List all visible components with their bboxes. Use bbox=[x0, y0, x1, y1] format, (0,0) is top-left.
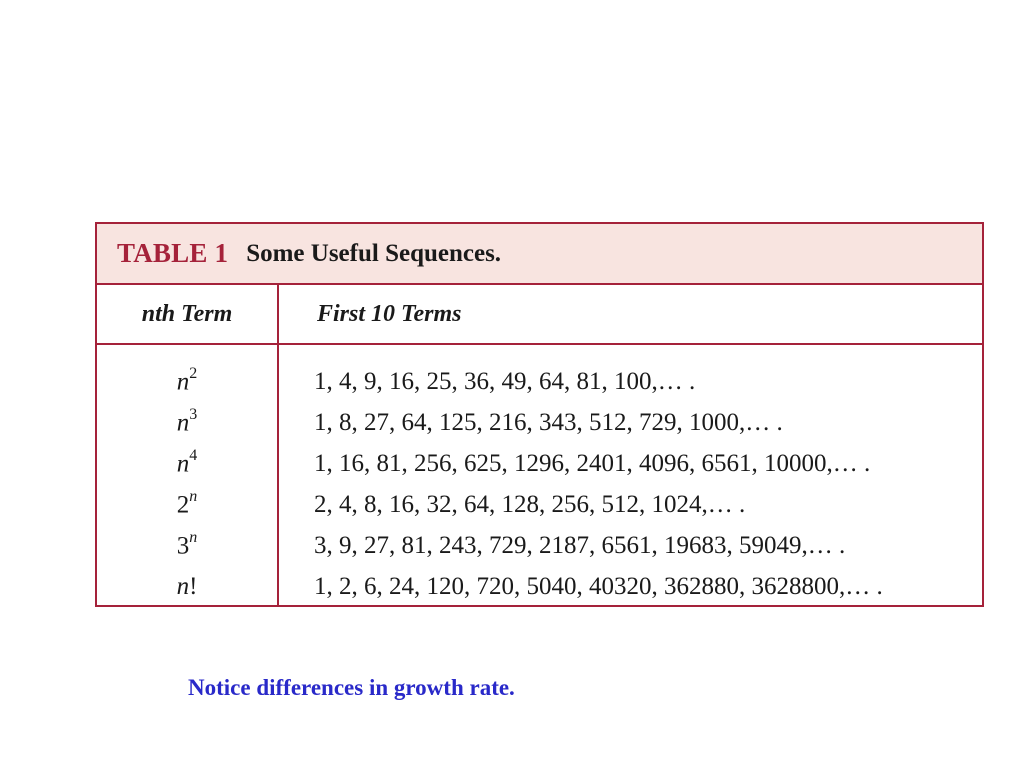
term-base: n bbox=[176, 368, 190, 396]
table-title-bar bbox=[97, 224, 982, 285]
first-terms-cell: 1, 2, 6, 24, 120, 720, 5040, 40320, 362880, 3628800,… . bbox=[314, 572, 883, 600]
nth-term-cell bbox=[97, 528, 277, 560]
column-divider bbox=[277, 285, 279, 605]
nth-term-cell bbox=[97, 446, 277, 478]
term-base: n bbox=[176, 450, 190, 478]
growth-rate-note: Notice differences in growth rate. bbox=[188, 675, 515, 700]
term-base: n bbox=[176, 572, 190, 600]
first-terms-cell: 1, 16, 81, 256, 625, 1296, 2401, 4096, 6561, 10000,… . bbox=[314, 449, 871, 477]
term-factorial: ! bbox=[189, 572, 198, 600]
first-terms-cell: 3, 9, 27, 81, 243, 729, 2187, 6561, 19683, 59049,… . bbox=[314, 531, 846, 559]
table-row bbox=[97, 443, 982, 484]
term-exponent: 3 bbox=[189, 405, 198, 423]
term-exponent: 2 bbox=[189, 364, 198, 382]
table-label: TABLE 1 bbox=[117, 238, 229, 268]
table-header-row bbox=[97, 285, 982, 345]
term-exponent: n bbox=[189, 487, 198, 505]
header-nth-term: nth Term bbox=[141, 300, 233, 327]
first-terms-cell: 1, 4, 9, 16, 25, 36, 49, 64, 81, 100,… . bbox=[314, 367, 696, 395]
nth-term-cell bbox=[97, 405, 277, 437]
table-row bbox=[97, 402, 982, 443]
table-body bbox=[97, 345, 982, 607]
nth-term-cell bbox=[97, 487, 277, 519]
term-base: 3 bbox=[176, 532, 190, 560]
term-exponent: n bbox=[189, 528, 198, 546]
first-terms-cell: 1, 8, 27, 64, 125, 216, 343, 512, 729, 1000,… . bbox=[314, 408, 783, 436]
nth-term-cell bbox=[97, 364, 277, 396]
table-row bbox=[97, 484, 982, 525]
first-terms-cell: 2, 4, 8, 16, 32, 64, 128, 256, 512, 1024,… . bbox=[314, 490, 746, 518]
nth-term-cell bbox=[97, 573, 277, 601]
term-base: 2 bbox=[176, 491, 190, 519]
table-caption: Some Useful Sequences. bbox=[246, 239, 502, 267]
term-base: n bbox=[176, 409, 190, 437]
sequences-table bbox=[95, 222, 984, 607]
table-row bbox=[97, 361, 982, 402]
table-row bbox=[97, 525, 982, 566]
term-exponent: 4 bbox=[189, 446, 198, 464]
header-first-terms: First 10 Terms bbox=[317, 300, 462, 327]
table-row bbox=[97, 566, 982, 607]
